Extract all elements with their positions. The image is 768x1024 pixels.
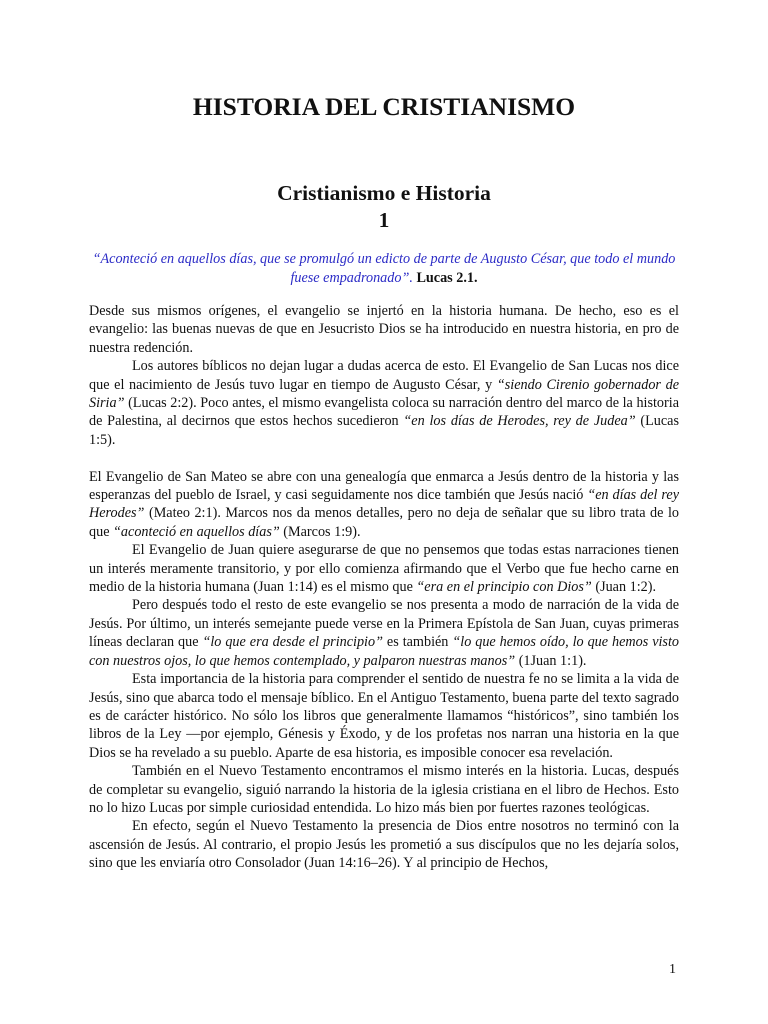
paragraph-text: (Marcos 1:9). [279, 523, 361, 540]
chapter-title: Cristianismo e Historia [277, 181, 491, 205]
paragraph-text: (Mateo 2:1). Marcos nos da menos detalles, pero no deja de señalar que su libro trata de lo que [89, 505, 679, 540]
paragraph [89, 817, 679, 872]
paragraph-text: Esta importancia de la historia para comprender el sentido de nuestra fe no se limita a la vida de Jesús, sino que abarca todo el mensaje bíblico. En el Antiguo Testamento, buena parte del texto sagrado es de carácter histórico. No sólo los libros que generalmente llamamos “históricos”, sino también los libros de la Ley —por ejemplo, Génesis y Éxodo, y de los profetas nos narran una historia en la que Dios se ha revelado a su pueblo. Aparte de esa historia, es imposible conocer esa revelación. [89, 671, 679, 761]
page-number: 1 [669, 962, 676, 977]
paragraph-text: En efecto, según el Nuevo Testamento la presencia de Dios entre nosotros no terminó con la ascensión de Jesús. Al contrario, el propio Jesús les prometió a sus discípulos que no les dejaría solos, sino que les enviaría otro Consolador (Juan 14:16–26). Y al principio de Hechos, [89, 818, 679, 872]
paragraph-text: Los autores bíblicos no dejan lugar a dudas acerca de esto. El Evangelio de San Lucas nos dice que el nacimiento de Jesús tuvo lugar en tiempo de Augusto César, y [89, 358, 679, 393]
quoted-scripture: “lo que era desde el principio” [202, 634, 383, 651]
quoted-scripture: “aconteció en aquellos días” [113, 523, 280, 540]
quoted-scripture: “lo que hemos oído, lo que hemos visto con nuestros ojos, lo que hemos contemplado, y palparon nuestras manos” [89, 634, 679, 669]
quoted-scripture: “era en el principio con Dios” [416, 579, 592, 596]
body-text [89, 302, 679, 873]
document-title: HISTORIA DEL CRISTIANISMO [192, 92, 576, 121]
paragraph-text: (Lucas 2:2). Poco antes, el mismo evangelista coloca su narración dentro del marco de la historia de Palestina, al decirnos que estos hechos sucedieron [89, 395, 679, 430]
paragraph [89, 762, 679, 817]
paragraph [89, 596, 679, 670]
quoted-scripture: “en los días de Herodes, rey de Judea” [403, 413, 636, 430]
paragraph-text: (1Juan 1:1). [515, 652, 587, 669]
quoted-scripture: “siendo Cirenio gobernador de Siria” [89, 376, 679, 412]
paragraph-text: También en el Nuevo Testamento encontramos el mismo interés en la historia. Lucas, después de completar su evangelio, siguió narrando la historia de la iglesia cristiana en el libro de Hechos. Esto no lo hizo Lucas por simple curiosidad entendida. Lo hizo más bien por fuertes razones teológicas. [89, 763, 679, 816]
paragraph-text: (Lucas 1:5). [89, 413, 679, 448]
paragraph-text: Desde sus mismos orígenes, el evangelio se injertó en la historia humana. De hecho, eso es el evangelio: las buenas nuevas de que en Jesucristo Dios se ha introducido en nuestra historia, en pro de nuestra redención. [89, 303, 679, 356]
paragraph-text: Pero después todo el resto de este evangelio se nos presenta a modo de narración de la vida de Jesús. Por último, un interés semejante puede verse en la Primera Epístola de San Juan, cuyas primeras líneas declaran que [89, 597, 679, 651]
epigraph-quote: “Aconteció en aquellos días, que se promulgó un edicto de parte de Augusto César, que todo el mundo fuese empadronado”. [92, 251, 676, 286]
chapter-number: 1 [378, 208, 390, 232]
paragraph [89, 302, 679, 357]
epigraph-reference: Lucas 2.1. [416, 269, 478, 286]
paragraph-text: El Evangelio de Juan quiere asegurarse de que no pensemos que todas estas narraciones tienen un interés meramente transitorio, y por ello comienza afirmando que el Verbo que fue hecho carne en medio de la historia humana (Juan 1:14) es el mismo que [89, 542, 679, 596]
paragraph [89, 357, 679, 449]
paragraph [89, 468, 679, 542]
chapter-heading [89, 180, 679, 234]
paragraph [89, 541, 679, 596]
paragraph-text: (Juan 1:2). [591, 579, 657, 596]
paragraph-text: es también [382, 634, 453, 651]
epigraph [89, 250, 679, 287]
paragraph [89, 670, 679, 762]
quoted-scripture: “en días del rey Herodes” [89, 487, 679, 522]
paragraph-text: El Evangelio de San Mateo se abre con una genealogía que enmarca a Jesús dentro de la historia y las esperanzas del pueblo de Israel, y casi seguidamente nos dice también que Jesús nació [89, 468, 679, 504]
